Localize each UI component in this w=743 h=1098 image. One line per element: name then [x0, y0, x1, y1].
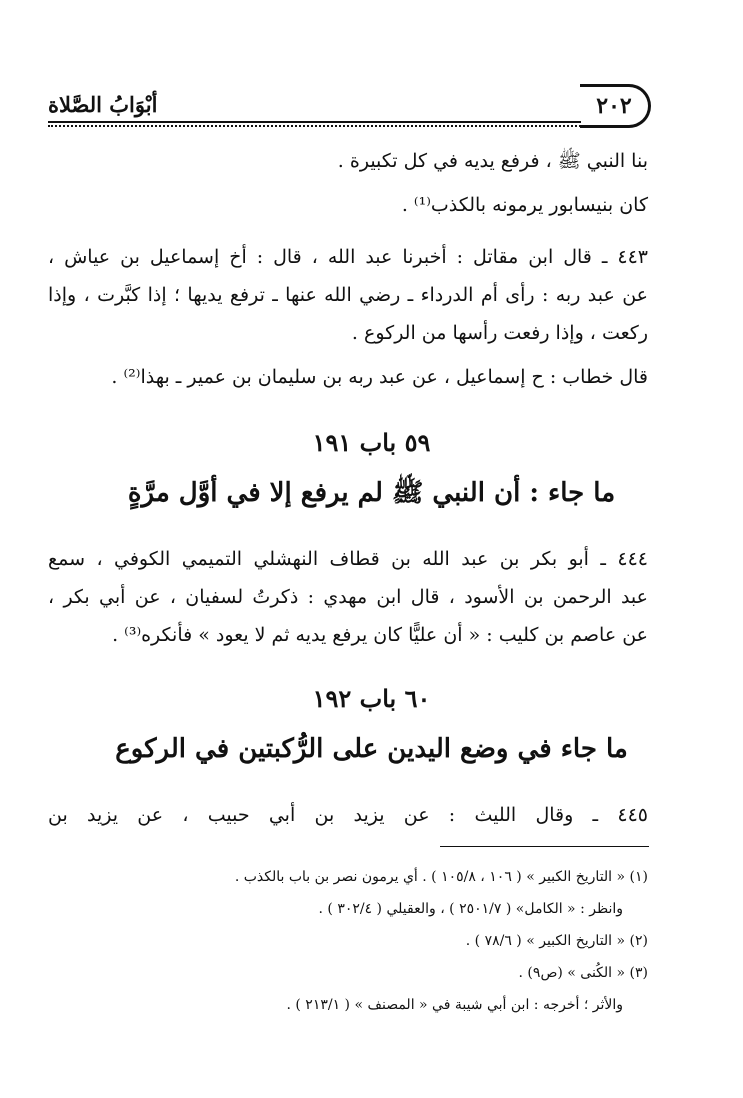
- header-rule: [48, 121, 581, 123]
- body-line: بنا النبي ﷺ ، فرفع يديه في كل تكبيرة .: [337, 150, 648, 172]
- hadith-443-line: ركعت ، وإذا رفعت رأسها من الركوع .: [351, 322, 648, 344]
- hadith-443-line: قال خطاب : ح إسماعيل ، عن عبد ربه بن سليمان بن عمير ـ بهذا⁽²⁾ .: [111, 366, 648, 388]
- header-dotted-rule: [48, 125, 581, 127]
- page-number-box: [580, 84, 651, 128]
- hadith-445-line: ٤٤٥ ـ وقال الليث : عن يزيد بن أبي حبيب ، عن يزيد بن: [48, 804, 648, 826]
- footnote-1-continued: وانظر : « الكامل» ( ٢٥٠١/٧ ) ، والعقيلي ( ٣٠٢/٤ ) .: [318, 901, 623, 917]
- page-number: ٢٠٢: [596, 93, 632, 119]
- footnote-rule: [440, 846, 649, 847]
- footnote-2: (٢) « التاريخ الكبير » ( ٧٨/٦ ) .: [465, 933, 648, 949]
- hadith-443-line: عن عبد ربه : رأى أم الدرداء ـ رضي الله عنها ـ ترفع يديها ؛ إذا كبَّرت ، وإذا: [48, 284, 648, 306]
- chapter-59-heading: ٥٩ باب ١٩١: [312, 428, 431, 457]
- chapter-60-title: ما جاء في وضع اليدين على الرُّكبتين في الركوع: [115, 734, 628, 764]
- hadith-444-line: عن عاصم بن كليب : « أن عليًّا كان يرفع يديه ثم لا يعود » فأنكره⁽³⁾ .: [112, 624, 648, 646]
- chapter-60-heading: ٦٠ باب ١٩٢: [312, 684, 431, 713]
- footnote-3-continued: والأثر ؛ أخرجه : ابن أبي شيبة في « المصنف » ( ٢١٣/١ ) .: [286, 997, 623, 1013]
- hadith-444-line: ٤٤٤ ـ أبو بكر بن عبد الله بن قطاف النهشلي التميمي الكوفي ، سمع: [48, 548, 648, 570]
- footnote-1: (١) « التاريخ الكبير » ( ١٠٦ ، ١٠٥/٨ ) . أي يرمون نصر بن باب بالكذب .: [234, 869, 648, 885]
- chapter-59-title: ما جاء : أن النبي ﷺ لم يرفع إلا في أوَّل مرَّةٍ: [127, 478, 616, 508]
- hadith-443-line: ٤٤٣ ـ قال ابن مقاتل : أخبرنا عبد الله ، قال : أخ إسماعيل بن عياش ،: [48, 246, 648, 268]
- chapter-running-title: أبْوَابُ الصَّلاة: [48, 92, 158, 117]
- footnote-3: (٣) « الكُنى » (ص٩) .: [518, 965, 648, 981]
- hadith-444-line: عبد الرحمن بن الأسود ، قال ابن مهدي : ذكرتُ لسفيان ، عن أبي بكر ،: [48, 586, 648, 608]
- body-line: كان بنيسابور يرمونه بالكذب⁽¹⁾ .: [401, 194, 648, 216]
